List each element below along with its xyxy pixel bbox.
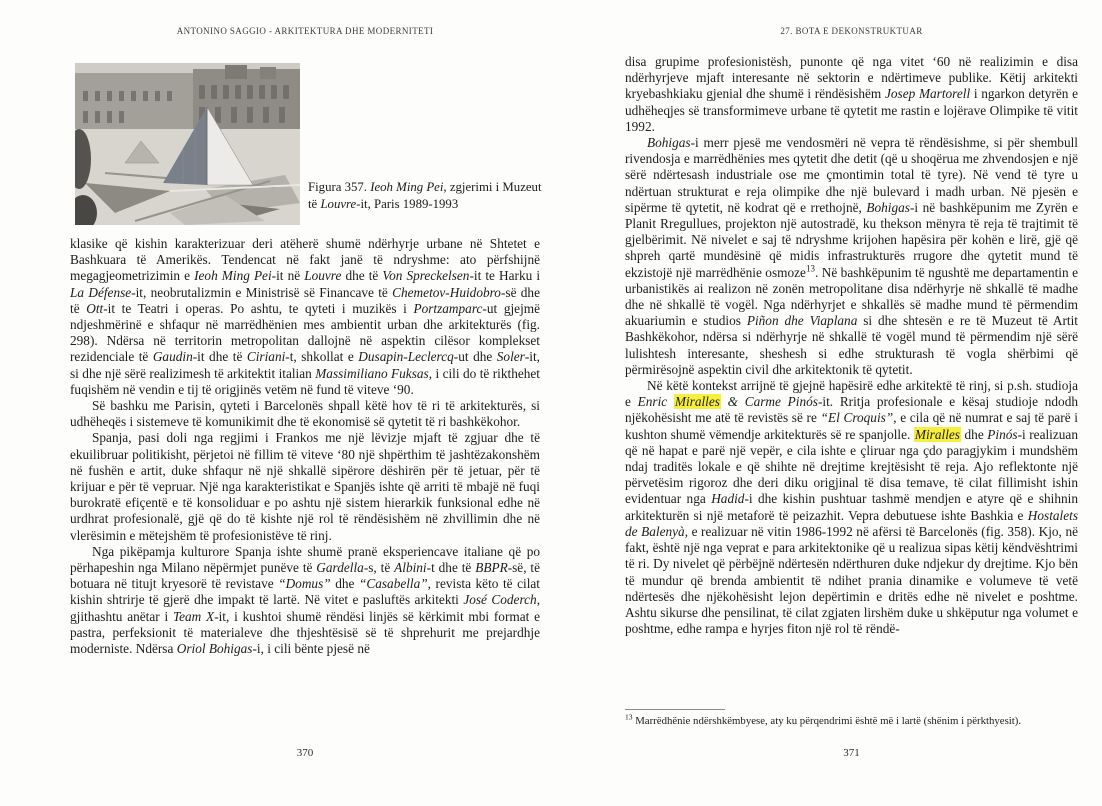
- paragraph: Në këtë kontekst arrijnë të gjejnë hapësirë edhe arkitektë të rinj, si p.sh. studioja e Enric Miralles & Carme Pinós-it. Rritja profesionale e kësaj studioje ndodh njëkohësisht me atë të revistës së re “El Croquis”, e cila që në numrat e saj të parë i kushton shumë vëmendje arkitekturës së re spanjolle. Miralles dhe Pinós-i realizuan që në hapat e parë një vepër, e cila ishte e çliruar nga çdo paragjykim i mundshëm ndaj traditës lokale e që shihte në drejtime krejtësisht të reja. Ajo reflektonte një përvetësim rigoroz dhe deri diku origjinal të disa temave, të cilat fillimisht ishin evidentuar nga Hadid-i dhe kishin pushtuar tashmë mendjen e atyre që e shihnin arkitekturën si një metaforë të peizazhit. Vepra debutuese ishte Bashkia e Hostalets de Balenyà, e realizuar në vitin 1986-1992 në afërsi të Barcelonës (fig. 358). Kjo, në fakt, është një nga veprat e para arkitektonike që u realizua sipas këtij këndvështrimi të ri. Dy nivelet që përbëjnë ndërtesën ndërthuren duke ndjekur dy drejtime. Kjo bën të mundur që brenda ambientit të ndihet prania dinamike e volumeve të vetë ndërtesës dhe njëkohësisht lejon depërtimin e dritës edhe në nivelet e poshtme. Ashtu sikurse dhe pensilinat, të cilat zgjaten lirshëm duke u shkëputur nga volumet e poshtme, edhe rampa e hyrjes fiton një rol të rëndë-: [625, 378, 1078, 637]
- footnote-marker: 13: [625, 712, 633, 722]
- right-page-body: [625, 54, 1078, 637]
- paragraph: Nga pikëpamja kulturore Spanja ishte shumë pranë eksperiencave italiane që po përhapeshin nga Milano nëpërmjet punëve të Gardella-s, të Albini-t dhe të BBPR-së, të botuara në titujt kryesorë të revistave “Domus” dhe “Casabella”, revista këto të cilat kishin shtrirje të gjerë dhe impakt të lartë. Në vitet e pasluftës arkitekti José Coderch, gjithashtu anëtar i Team X-it, i kushtoi shumë rëndësi linjës së kërkimit mbi format e pastra, perfeksionit të materialeve dhe thjeshtësisë së të shprehurit me prejardhje moderniste. Ndërsa Oriol Bohigas-i, i cili bënte pjesë në: [70, 543, 541, 657]
- left-running-header: ANTONINO SAGGIO - ARKITEKTURA DHE MODERNITETI: [176, 26, 434, 36]
- paragraph: klasike që kishin karakterizuar deri atëherë shumë ndërhyrje urbane në Shtetet e Bashkuara të Amerikës. Tendencat në fakt janë të ndryshme: ato përfshijnë megagjeometrizimin e Ieoh Ming Pei-it në Louvre dhe të Von Spreckelsen-it te Harku i La Défense-it, neobrutalizmin e Ministrisë së Financave të Chemetov-Huidobro-së dhe të Ott-it te Teatri i operas. Po ashtu, te qyteti i muzikës i Portzamparc-ut gjejmë ndjeshmërinë e shfaqur në marrëdhënien mes ambientit urban dhe arkitekturës (fig. 298). Ndërsa në territorin metropolitan dallojnë në aspektin cilësor komplekset rezidenciale të Gaudin-it dhe të Ciriani-t, shkollat e Dusapin-Leclercq-ut dhe Soler-it, si dhe një sërë realizimesh të arkitektit italian Massimiliano Fuksas, i cili do të rikthehet fuqishëm në vendin e tij të origjinës vetëm në fund të viteve ‘90.: [70, 236, 541, 397]
- figure-357-caption: Figura 357. Ieoh Ming Pei, zgjerimi i Muzeut të Louvre-it, Paris 1989-1993: [308, 180, 542, 211]
- paragraph: Së bashku me Parisin, qyteti i Barcelonës shpall këtë hov të ri të arkitekturës, si udhëheqës i sistemeve të komunikimit dhe të ekonomisë së qytetit të ri bashkëkohor.: [70, 398, 540, 430]
- footnote-13: [625, 712, 1078, 729]
- left-page-body: [70, 236, 540, 657]
- right-running-header: 27. BOTA E DEKONSTRUKTUAR: [780, 26, 923, 36]
- footnote-divider: [625, 709, 725, 710]
- right-page-number: 371: [843, 747, 860, 759]
- paragraph: disa grupime profesionistësh, punonte që nga vitet ‘60 në realizimin e disa ndërhyrjeve mjaft interesante në sektorin e ndërtimeve publike. Këtij arkitekti kryebashkiaku gjenial dhe shumë i rëndësishëm Josep Martorell i ngarkon detyrën e udhëheqjes së transformimeve urbane të qytetit me rastin e lojërave Olimpike të vitit 1992.: [625, 54, 1078, 134]
- paragraph: Bohigas-i merr pjesë me vendosmëri në vepra të rëndësishme, si për shembull rivendosja e marrëdhënies mes qytetit dhe detit (që u shoqërua me zhvendosjen e një sërë ndërtesash industriale ose me çmontimin total të tyre). Në vend të tyre u ndërtuan strukturat e reja olimpike dhe një bulevard i madh urban. Në pjesën e sipërme të qytetit, në kodrat që e rrethojnë, Bohigas-i në bashkëpunim me Zyrën e Planit Rregullues, projekton një autostradë, ku thekson mënyra të reja të trajtimit të gjelbërimit. Në nivelet e saj të ndryshme krijohen hapësira për kohën e lirë, gjë që shpreh qartë mundësinë që midis infrastrukturës rrugore dhe qytetit mund të ekzistojë një marrëdhënie osmoze$^{13}$. Në bashkëpunim të ngushtë me departamentin e urbanistikës ai realizon në zonën metropolitane disa ndërhyrje në shkallë të madhe dhe në shkallë të vogël. Nga ndërhyrjet e shkallës së madhe mund të përmendim akuariumin e studios Piñon dhe Viaplana si dhe shtesën e re të Muzeut të Artit Bashkëkohor, ndërsa si ndërhyrje në shkallë të vogël mund të përmendim një sërë lulishtesh interesante, sheshesh si edhe strukturash të vogla shërbimi që përmirësojnë aspektin civil dhe arkitektonik të qytetit.: [625, 135, 1078, 377]
- figure-357-photo: [75, 63, 300, 225]
- paragraph: Spanja, pasi doli nga regjimi i Frankos me një lëvizje mjaft të zgjuar dhe të ekuilibruar politikisht, përjetoi në fillim të viteve ‘80 një shpërthim të jashtëzakonshëm në fushën e artit, duke shfaqur në një shkallë sipërore dëshirën për të jetuar, për të krijuar e për të vepruar. Një nga karakteristikat e Spanjës ishte që arriti të mbajë në fuqi burokratë efiçentë e të konsoliduar e po ashtu një sistem hierarkik funksional edhe në urdhrat profesionalë, gjë që do të kishte një rol të rëndësishëm në zhvillimin dhe në vlerësimin e mëtejshëm të profesionistëve të rinj.: [70, 430, 540, 543]
- left-page-number: 370: [296, 747, 314, 759]
- footnote-text: Marrëdhënie ndërshkëmbyese, aty ku përqendrimi është më i lartë (shënim i përkthyesit).: [632, 715, 1022, 727]
